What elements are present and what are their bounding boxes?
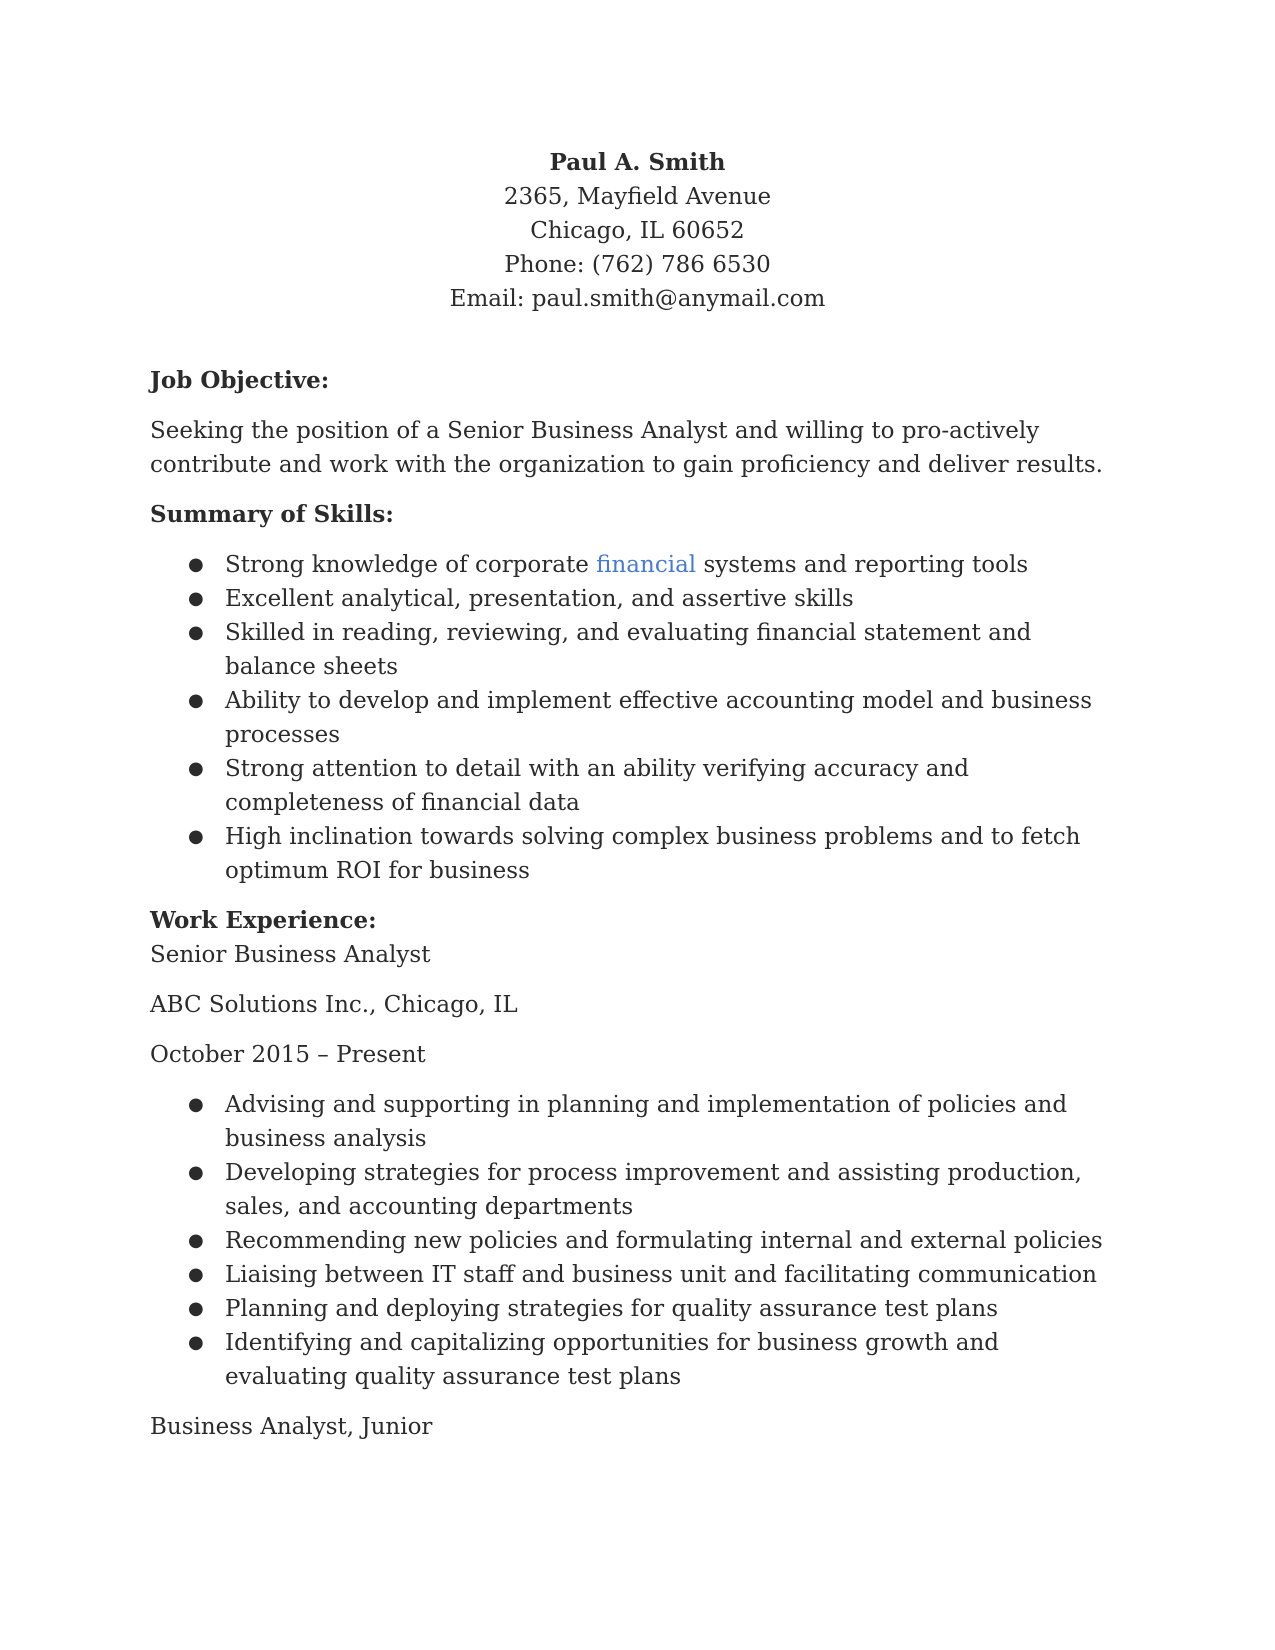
- job-title-2: Business Analyst, Junior: [150, 1414, 433, 1440]
- objective-heading: Job Objective:: [150, 367, 330, 394]
- duty-item: ● Identifying and capitalizing opportunities for business growth and evaluating quality assurance test plans: [150, 1326, 1125, 1394]
- skill-item: ● Skilled in reading, reviewing, and evaluating financial statement and balance sheets: [150, 616, 1125, 684]
- address-line-2: Chicago, IL 60652: [530, 218, 745, 244]
- job-company: ABC Solutions Inc., Chicago, IL: [150, 992, 518, 1018]
- duty-item: ● Liaising between IT staff and business unit and facilitating communication: [150, 1258, 1125, 1292]
- skills-heading: Summary of Skills:: [150, 501, 394, 528]
- job-title: Senior Business Analyst: [150, 942, 431, 968]
- financial-link[interactable]: financial: [596, 552, 697, 578]
- contact-header: [150, 146, 1125, 316]
- job-duties-list: [150, 1088, 1125, 1394]
- skill-item-text-start: Strong knowledge of corporate: [225, 552, 597, 578]
- skill-item: [150, 548, 1125, 582]
- duty-item: ● Planning and deploying strategies for quality assurance test plans: [150, 1292, 1125, 1326]
- skill-item: ● Ability to develop and implement effective accounting model and business processes: [150, 684, 1125, 752]
- skills-list: [150, 548, 1125, 888]
- skill-item-text-end: systems and reporting tools: [696, 552, 1029, 578]
- objective-text: Seeking the position of a Senior Business Analyst and willing to pro-actively contribute and work with the organization to gain proficiency and deliver results.: [150, 418, 1103, 478]
- duty-item: ● Advising and supporting in planning and implementation of policies and business analysis: [150, 1088, 1125, 1156]
- duty-item: ● Developing strategies for process improvement and assisting production, sales, and accounting departments: [150, 1156, 1125, 1224]
- job-dates: October 2015 – Present: [150, 1042, 426, 1068]
- address-line-1: 2365, Mayfield Avenue: [503, 184, 772, 210]
- skill-item: ● High inclination towards solving complex business problems and to fetch optimum ROI for business: [150, 820, 1125, 888]
- candidate-name: Paul A. Smith: [549, 149, 726, 176]
- skill-item: ● Strong attention to detail with an ability verifying accuracy and completeness of financial data: [150, 752, 1125, 820]
- email-address: Email: paul.smith@anymail.com: [449, 286, 826, 312]
- skill-item: ● Excellent analytical, presentation, and assertive skills: [150, 582, 1125, 616]
- duty-item: ● Recommending new policies and formulating internal and external policies: [150, 1224, 1125, 1258]
- phone-number: Phone: (762) 786 6530: [504, 252, 771, 278]
- work-experience-heading: Work Experience:: [150, 907, 377, 934]
- resume-page: [150, 146, 1125, 1444]
